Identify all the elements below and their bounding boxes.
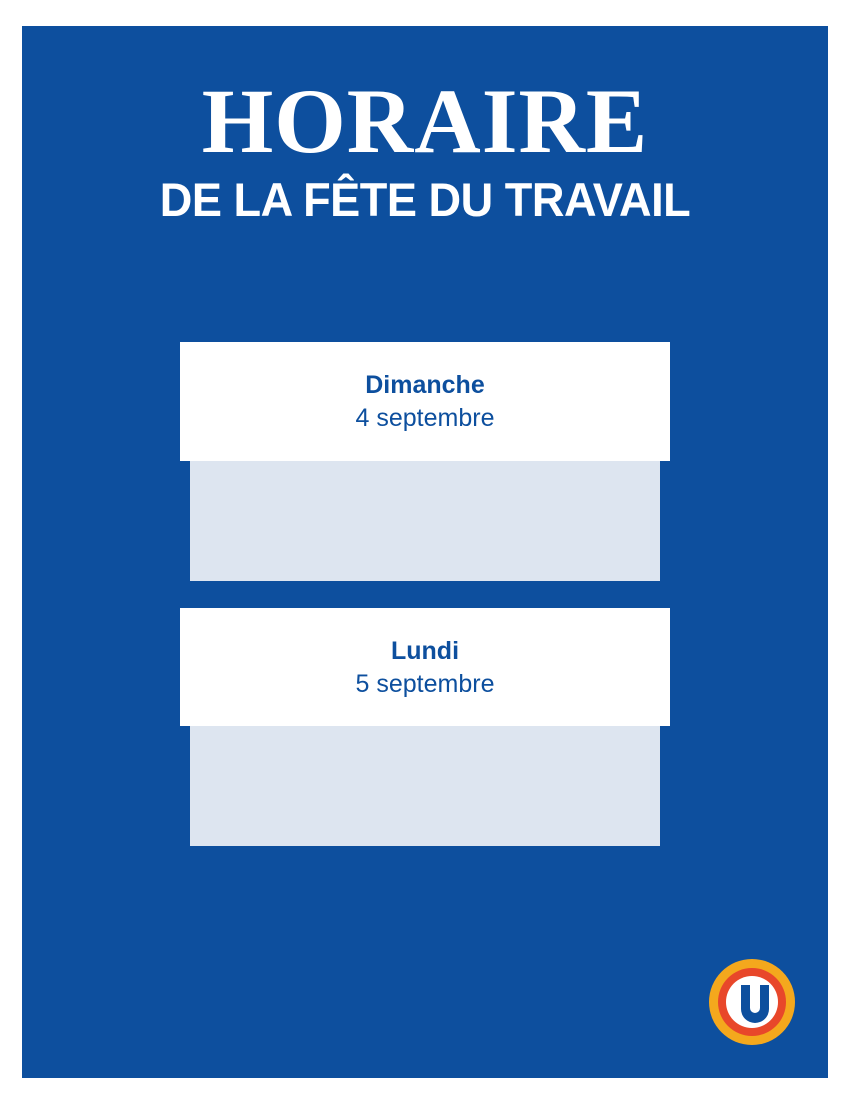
schedule-card-day: Lundi: [390, 636, 460, 665]
schedule-card-details: [190, 461, 660, 581]
poster: [22, 26, 828, 1078]
schedule-list: [180, 342, 670, 873]
poster-title-block: [22, 70, 828, 227]
schedule-card-header: [180, 342, 670, 461]
schedule-card-date: 4 septembre: [355, 404, 495, 433]
page-subtitle: DE LA FÊTE DU TRAVAIL: [159, 173, 691, 227]
page-title: HORAIRE: [201, 70, 649, 172]
schedule-card: [180, 608, 670, 847]
schedule-card-date: 5 septembre: [355, 669, 495, 698]
schedule-card: [180, 342, 670, 581]
stm-logo: [708, 958, 796, 1046]
schedule-card-details: [190, 726, 660, 846]
schedule-card-header: [180, 608, 670, 727]
schedule-card-day: Dimanche: [365, 371, 485, 399]
